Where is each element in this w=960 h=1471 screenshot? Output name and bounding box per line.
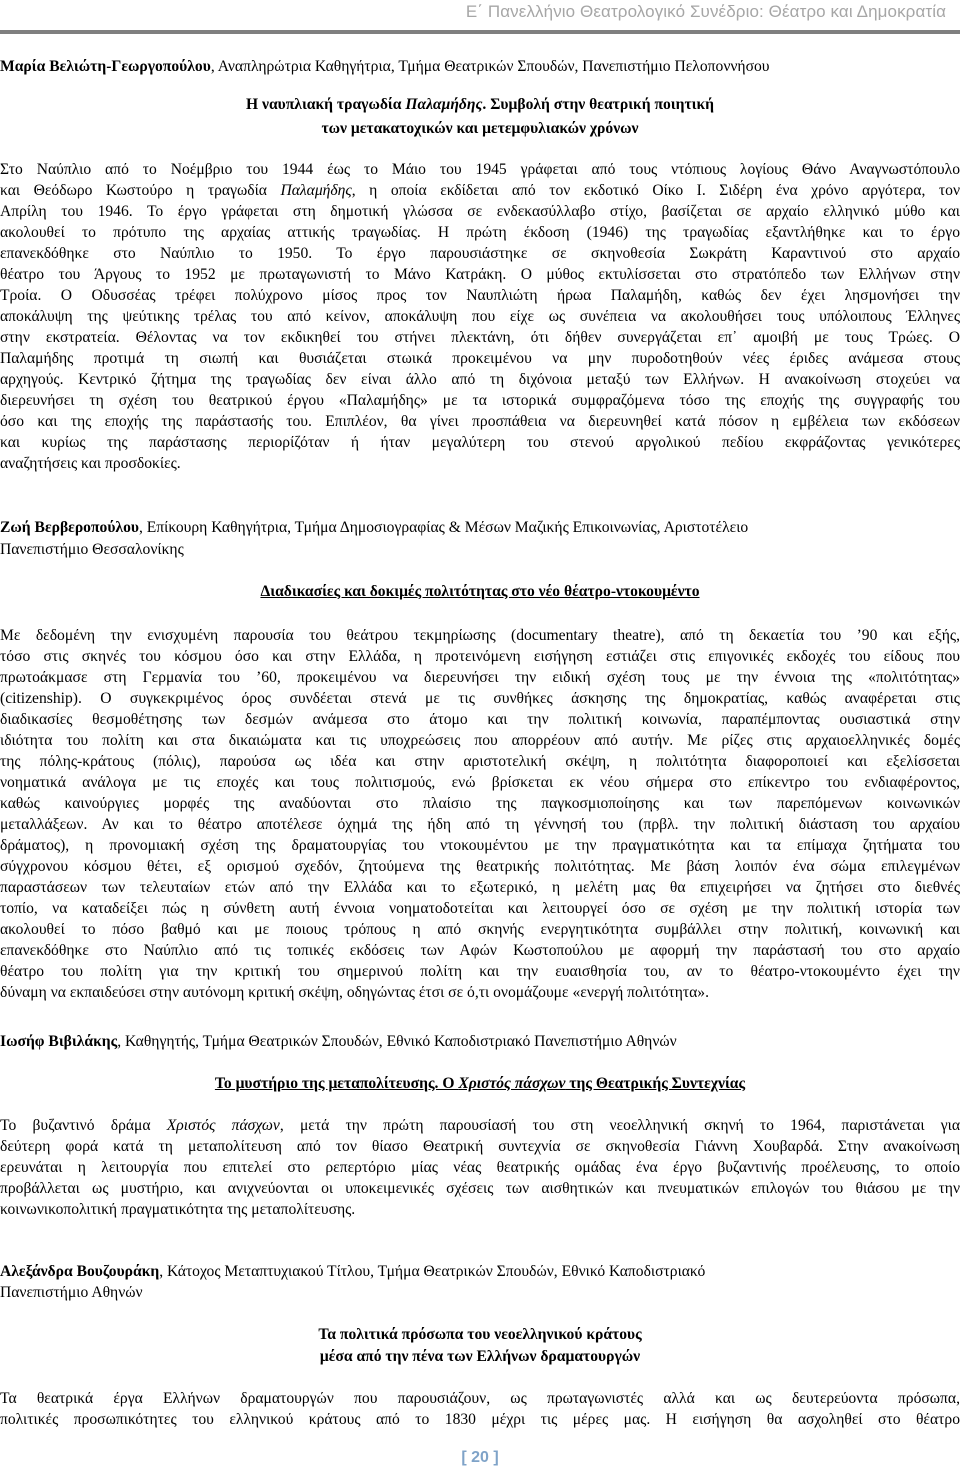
text-line: Παλαμήδης προτιμά τη σιωπή και θυσιάζεται στωικά προκειμένου να μην πυροδοτηθούν νέες έριδες ανάμεσα στους (0, 350, 960, 367)
author-affiliation: , Αναπληρώτρια Καθηγήτρια, Τμήμα Θεατρικών Σπουδών, Πανεπιστήμιο Πελοποννήσου (210, 58, 770, 75)
text-line: ακολουθεί το πόσο βαθμό και με ποιους τρόπους η από σκηνής ενεργητικότητα συμβάλλει στην πολιτική, κοινωνική και (0, 921, 960, 938)
paper-title-4-line2: μέσα από την πένα των Ελλήνων δραματουργών (319, 1348, 641, 1365)
abstract-3 (0, 1115, 960, 1220)
text-line: νοηματικά ανάλογα με τις εποχές και τους πολιτισμούς, ενώ βρίσκεται εκ νέου σήμερα στο επίκεντρο του ενδιαφέροντος, (0, 774, 960, 791)
text-line: μεταλλάξεων. Αν και το θέατρο αποτέλεσε όχημά της ήδη από τη γέννησή του (πρβλ. την πολιτική διάσταση του αρχαίου (0, 816, 960, 833)
text-line: στην εκστρατεία. Θέλοντας να τον εκδικηθεί του στήνει πλεκτάνη, ότι δήθεν συνεργάζεται επ᾽ αμοιβή με τους Τρώες. Ο (0, 329, 960, 346)
abstract-1 (0, 159, 960, 474)
author-affiliation: , Επίκουρη Καθηγήτρια, Τμήμα Δημοσιογραφίας & Μέσων Μαζικής Επικοινωνίας, Αριστοτέλειο (138, 519, 749, 536)
author-line-4 (0, 1261, 958, 1282)
text-line: δράματος), η προνομιακή σχέση της δραματουργίας του ντοκουμέντου με την πραγματικότητα και τα επίμαχα ζητήματα του (0, 837, 960, 854)
text-line: Στο Ναύπλιο από το Νοέμβριο του 1944 έως το Μάιο του 1945 γράφεται από τους ντόπιους λογίους Θάνο Αναγνωστόπουλο (0, 161, 960, 178)
text-line: και κυρίως της παράστασης περιορίζόταν ή ήταν μεγαλύτερη του στενού αργολικού πεδίου εκφράζοντας γενικότερες (0, 434, 960, 451)
text-line: προβάλλεται ως μυστήριο, και ανιχνεύονται οι υποκειμενικές σχέσεις των αισθητικών και πνευματικών επιλογών του θιάσου με την (0, 1180, 960, 1197)
text-line: ιδιότητα του πολίτη και στα δικαιώματα και τις υποχρεώσεις που απορρέουν από αυτήν. Με ρίζες στις αρχαιοελληνικές δομές (0, 732, 960, 749)
text-line: επανεκδόθηκε στο Ναύπλιο από τις τοπικές εκδόσεις των Αφών Κωστοπούλου με αφορμή την παράστασή του στο αρχαίο (0, 942, 960, 959)
paper-title-2: Διαδικασίες και δοκιμές πολιτότητας στο νέο θέατρο-ντοκουμέντο (260, 583, 700, 600)
text-line: όσο και της εποχής της παράστασής του. Επιπλέον, θα γίνει προσπάθεια να διερευνηθεί κατά πόσον η εμβέλεια των εκδόσεων (0, 413, 960, 430)
text-line: αναζητήσεις και προσδοκίες. (0, 455, 181, 472)
text-line: θέατρο του πολίτη για την κριτική του σημερινού πολίτη και την ευαισθησία του, αν το θέατρο-ντοκουμέντο έχει την (0, 963, 960, 980)
author-line-3 (0, 1031, 958, 1052)
author-name: Μαρία Βελιώτη-Γεωργοπούλου (0, 58, 211, 75)
text-line: καθώς καινούργιες μορφές της αναδύονται στο πλαίσιο της παγκοσμιοποίησης και των παρεπόμενων κοινωνικών (0, 795, 960, 812)
text-line: πολιτικές προσωπικότητες του ελληνικού κράτους από το 1830 μέχρι τις μέρες μας. Η εισήγηση θα ασχοληθεί στο θέατρο (0, 1411, 960, 1428)
text-line: Το βυζαντινό δράμα Χριστός πάσχων, μετά την πρώτη παρουσίασή του στη νεοελληνική σκηνή το 1964, παριστάνεται για (0, 1117, 960, 1134)
text-line: Με δεδομένη την ενισχυμένη παρουσία του θεάτρου τεκμηρίωσης (documentary theatre), από τη δεκαετία του ’90 και εξής, (0, 627, 960, 644)
text-line: Τροία. Ο Οδυσσέας τρέφει πολύχρονο μίσος προς τον Ναυπλιώτη ήρωα Παλαμήδη, καθώς δεν έχει λησμονήσει την (0, 287, 960, 304)
header-rule (0, 30, 960, 34)
text-line: επανεκδόθηκε στο Ναύπλιο το 1950. Το έργο παρουσιάστηκε σε σκηνοθεσία Σωκράτη Καραντινού στο αρχαίο (0, 245, 960, 262)
paper-title-3: Το μυστήριο της μεταπολίτευσης. Ο Χριστός πάσχων της Θεατρικής Συντεχνίας (214, 1075, 746, 1092)
text-line: και Θεόδωρο Κωστούρο η τραγωδία Παλαμήδης, η οποία εκδίδεται από τον εκδοτικό Οίκο Ι. Σιδέρη ένα χρόνο αργότερα, τον (0, 182, 960, 199)
abstract-4 (0, 1388, 960, 1430)
text-line: ερευνάται η λειτουργία που επιτελεί στο ρεπερτόριο μίας νέας θεατρικής ομάδας ένα έργο βυζαντινής προέλευσης, το οποίο (0, 1159, 960, 1176)
text-line: δεύτερη φορά κατά τη μεταπολίτευση από τον θίασο Θεατρική συντεχνία σε σκηνοθεσία Γιάννη Χουβαρδά. Στην ανακοίνωση (0, 1138, 960, 1155)
text-line: Απρίλη του 1946. Το έργο γράφεται στη δημοτική γλώσσα σε ενδεκασύλλαβο στίχο, βασίζεται σε αρχαίο ελληνικό μύθο και (0, 203, 960, 220)
text-line: πρωτοάκμασε στη Γερμανία του ’60, προκειμένου να διερευνήσει την ειδική σχέση τους με την έννοια της «πολιτότητας» (0, 669, 960, 686)
text-line: της πόλης-κράτους (πόλις), παρούσα ως ιδέα και στην αριστοτελική σκέψη, η πολιτότητα διαφοροποιεί και εξελίσσεται (0, 753, 960, 770)
page-number: [ 20 ] (461, 1449, 499, 1466)
paper-title-1-line2: των μετακατοχικών και μετεμφυλιακών χρόνων (321, 120, 639, 137)
text-line: σύγχρονου κόσμου θέτει, εξ ορισμού σχεδόν, ζητούμενα της θεατρικής πολιτότητας. Με βάση λοιπόν ένα σώμα επιλεγμένων (0, 858, 960, 875)
text-line: τόσο στις σκηνές του κόσμου όσο και στην Ελλάδα, η προτεινόμενη εισήγηση εστιάζει στις επιγονικές εκδοχές του είδους που (0, 648, 960, 665)
author-name: Αλεξάνδρα Βουζουράκη (0, 1263, 160, 1280)
text-line: δύναμη να εκπαιδεύσει στην αυτόνομη κριτική σκέψη, οδηγώντας έτσι σε ό,τι ονομάζουμε «ενεργή πολιτότητα». (0, 984, 709, 1001)
author-line-2 (0, 517, 958, 538)
author-line-2b: Πανεπιστήμιο Θεσσαλονίκης (0, 541, 184, 558)
text-line: παραστάσεων των τελευταίων ετών από την Ελλάδα και το εξωτερικό, η μελέτη μας θα επιχειρήσει να ζητήσει στο διεθνές (0, 879, 960, 896)
text-line: διερευνήσει τη σχέση του θεατρικού έργου «Παλαμήδης» με τα ιστορικά συμφραζόμενα τόσο της εποχής της συγγραφής του (0, 392, 960, 409)
text-line: διαδικασίες θεσμοθέτησης των δεσμών ανάμεσα στο άτομο και την πολιτική κοινωνία, παραπέμποντας ουσιαστικά στην (0, 711, 960, 728)
paper-title-4: Τα πολιτικά πρόσωπα του νεοελληνικού κράτους (318, 1326, 642, 1343)
text-line: κοινωνικοπολιτική πραγματικότητα της μεταπολίτευσης. (0, 1201, 356, 1218)
text-line: Τα θεατρικά έργα Ελλήνων δραματουργών που παρουσιάζουν, ως πρωταγωνιστές αλλά και ως δευτερεύοντα πρόσωπα, (0, 1390, 960, 1407)
author-name: Ιωσήφ Βιβιλάκης (0, 1033, 118, 1050)
text-line: ακολουθεί το πρότυπο της αρχαίας αττικής τραγωδίας. Η πρώτη έκδοση (1946) της τραγωδίας εξαντλήθηκε και το έργο (0, 224, 960, 241)
abstract-2 (0, 625, 960, 1003)
author-name: Ζωή Βερβεροπούλου (0, 519, 139, 536)
author-line-4b: Πανεπιστήμιο Αθηνών (0, 1284, 143, 1301)
author-line-1 (0, 56, 958, 77)
running-header: Ε΄ Πανελλήνιο Θεατρολογικό Συνέδριο: Θέατρο και Δημοκρατία (465, 2, 946, 21)
text-line: αρχηγούς. Κεντρικό ζήτημα της τραγωδίας δεν είναι άλλο από τη διχόνοια μεταξύ των Ελλήνων. Η ανακοίνωση στοχεύει να (0, 371, 960, 388)
text-line: τοπίο, να καταδείξει πώς η σύνθετη αυτή έννοια νοηματοδοτείται και λειτουργεί όσο σε σχέση με την πολιτική ιστορία των (0, 900, 960, 917)
text-line: αποκάλυψη της ψεύτικης τρέλας του από κείνον, αποκάλυψη που είχε ως συνέπεια να ακολουθήσει τους υπόλοιπους Έλληνες (0, 308, 960, 325)
author-affiliation: , Κάτοχος Μεταπτυχιακού Τίτλου, Τμήμα Θεατρικών Σπουδών, Εθνικό Καποδιστριακό (159, 1263, 706, 1280)
text-line: θέατρο του Άργους το 1952 με πρωταγωνιστή το Μάνο Κατράκη. Ο μύθος εκτυλίσσεται στο στρατόπεδο των Ελλήνων στην (0, 266, 960, 283)
author-affiliation: , Καθηγητής, Τμήμα Θεατρικών Σπουδών, Εθνικό Καποδιστριακό Πανεπιστήμιο Αθηνών (117, 1033, 677, 1050)
paper-title-1: Η ναυπλιακή τραγωδία Παλαμήδης. Συμβολή στην θεατρική ποιητική (245, 96, 715, 113)
text-line: (citizenship). Ο συγκεκριμένος όρος συνδέεται στενά με τις συνθήκες άσκησης της δημοκρατίας, καθώς αναφέρεται στις (0, 690, 960, 707)
